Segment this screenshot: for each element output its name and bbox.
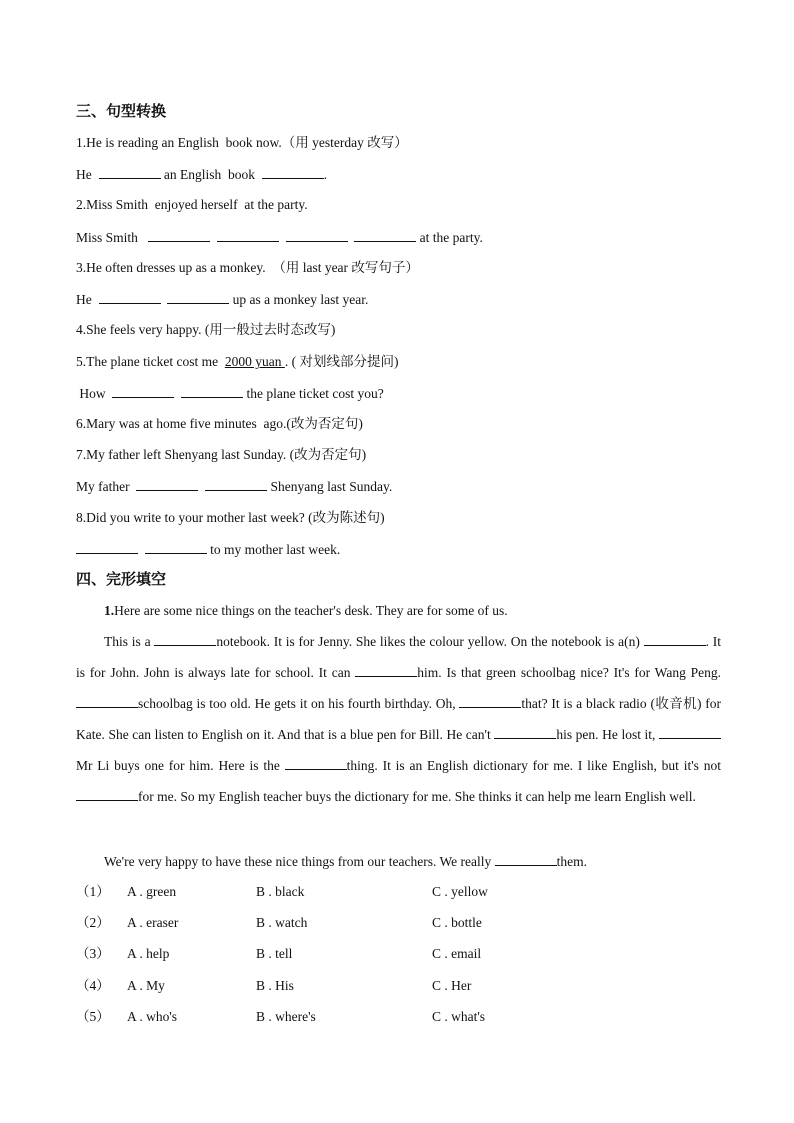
answer-blank[interactable] (99, 165, 161, 179)
cloze-blank-9[interactable] (76, 787, 138, 801)
option-c[interactable]: C . what's (432, 1009, 486, 1024)
question-3: 3.He often dresses up as a monkey. （用 last year 改写句子） (76, 260, 419, 275)
option-c[interactable]: C . email (432, 946, 482, 961)
option-a[interactable]: A . My (127, 978, 165, 993)
answer-7: My father Shenyang last Sunday. (76, 479, 393, 494)
answer-blank[interactable] (76, 540, 138, 554)
question-1: 1.He is reading an English book now.（用 yesterday 改写） (76, 135, 408, 150)
question-7: 7.My father left Shenyang last Sunday. (改为否定句) (76, 447, 367, 462)
question-4: 4.She feels very happy. (用一般过去时态改写) (76, 322, 336, 337)
option-a[interactable]: A . eraser (127, 915, 179, 930)
answer-blank[interactable] (354, 228, 416, 242)
cloze-blank-1[interactable] (154, 632, 216, 646)
question-6: 6.Mary was at home five minutes ago.(改为否定句) (76, 416, 363, 431)
option-a[interactable]: A . who's (127, 1009, 178, 1024)
answer-blank[interactable] (205, 477, 267, 491)
option-b[interactable]: B . where's (256, 1009, 316, 1024)
option-b[interactable]: B . watch (256, 915, 308, 930)
option-a[interactable]: A . help (127, 946, 170, 961)
option-c[interactable]: C . Her (432, 978, 472, 993)
cloze-blank-10[interactable] (495, 852, 557, 866)
answer-blank[interactable] (262, 165, 324, 179)
answer-blank[interactable] (148, 228, 210, 242)
answer-2: Miss Smith at the party. (76, 230, 483, 245)
cloze-blank-3[interactable] (355, 663, 417, 677)
answer-8: to my mother last week. (76, 540, 340, 559)
answer-1: He an English book . (76, 167, 328, 182)
cloze-blank-6[interactable] (494, 725, 556, 739)
question-5: 5.The plane ticket cost me 2000 yuan . ( 对划线部分提问) (76, 354, 399, 369)
section-title: 四、完形填空 (76, 570, 167, 588)
answer-blank[interactable] (217, 228, 279, 242)
answer-blank[interactable] (136, 477, 198, 491)
cloze-blank-7[interactable] (659, 725, 721, 739)
answer-blank[interactable] (181, 384, 243, 398)
cloze-blank-8[interactable] (285, 756, 347, 770)
answer-3: He up as a monkey last year. (76, 292, 369, 307)
section-title: 三、句型转换 (76, 102, 167, 120)
option-b[interactable]: B . His (256, 978, 294, 993)
answer-blank[interactable] (145, 540, 207, 554)
answer-blank[interactable] (167, 290, 229, 304)
answer-5: How the plane ticket cost you? (79, 386, 384, 401)
answer-blank[interactable] (99, 290, 161, 304)
option-c[interactable]: C . yellow (432, 884, 488, 899)
answer-blank[interactable] (112, 384, 174, 398)
question-8: 8.Did you write to your mother last week? (改为陈述句) (76, 510, 385, 525)
passage-paragraph: This is a notebook. It is for Jenny. She likes the colour yellow. On the notebook is a(n) . It is for John. John is always late for school. It can him. Is that green schoolbag nice? It's for Wang Peng. schoolbag is too old. He gets it on his fourth birthday. Oh, that? It is a black radio (收音机) for Kate. She can listen to English on it. And that is a blue pen for Bill. He can't his pen. He lost it, Mr Li buys one for him. Here is the thing. It is an English dictionary for me. I like English, but it's not for me. So my English teacher buys the dictionary for me. She thinks it can help me learn English well. (76, 634, 722, 804)
cloze-blank-4[interactable] (76, 694, 138, 708)
question-2: 2.Miss Smith enjoyed herself at the party. (76, 197, 308, 212)
passage-closing: We're very happy to have these nice things from our teachers. We really them. (104, 854, 587, 869)
cloze-blank-5[interactable] (459, 694, 521, 708)
option-b[interactable]: B . black (256, 884, 305, 899)
option-c[interactable]: C . bottle (432, 915, 482, 930)
option-b[interactable]: B . tell (256, 946, 293, 961)
answer-blank[interactable] (286, 228, 348, 242)
cloze-blank-2[interactable] (644, 632, 706, 646)
passage-intro: 1.Here are some nice things on the teacher's desk. They are for some of us. (104, 603, 508, 618)
option-a[interactable]: A . green (127, 884, 177, 899)
